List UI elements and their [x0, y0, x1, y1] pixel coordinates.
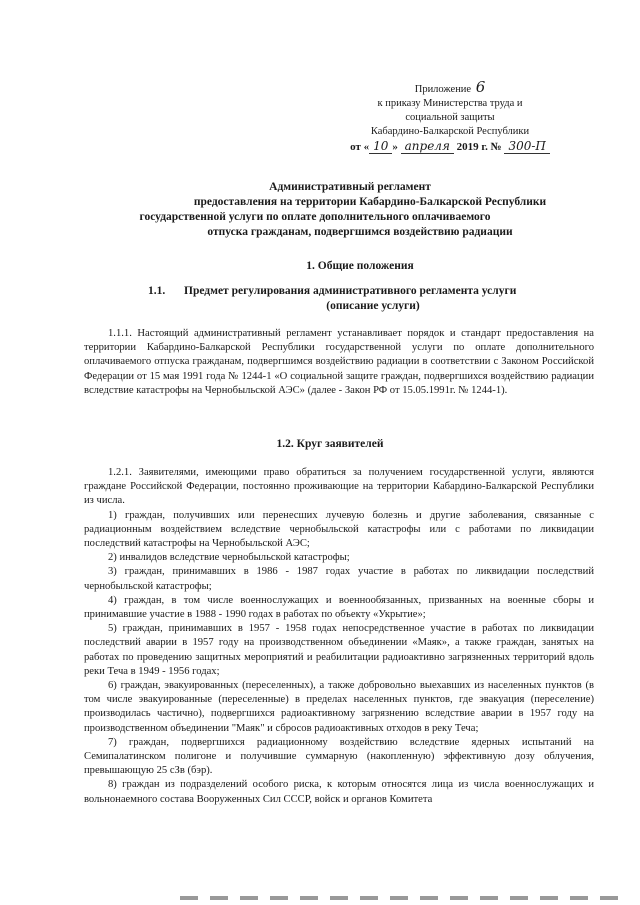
subsection-title: Предмет регулирования административного регламента услуги [184, 285, 517, 297]
list-item: 2) инвалидов вследствие чернобыльской катастрофы; [108, 552, 350, 564]
date-year: 2019 г. № [456, 141, 502, 153]
paragraph-text: 1.1.1. Настоящий административный регламент устанавливает порядок и стандарт предоставления на территории Кабардино-Балкарской Республики государственной услуги по оплате дополнительного оплачиваемого отпуска гражданам, подвергшимся воздействию радиации в соответствии с Законом Российской Федерации от 15 мая 1991 года № 1244-1 «О социальной защите граждан, подвергшихся воздействию радиации вследствие катастрофы на Чернобыльской АЭС» (далее - Закон РФ от 15.05.1991г. № 1244-1). [84, 328, 594, 396]
section-1-heading: 1. Общие положения [306, 260, 414, 272]
order-date-row [340, 139, 560, 154]
subsection-subtitle: (описание услуги) [326, 300, 420, 312]
subsection-number: 1.1. [148, 285, 166, 297]
date-month: апреля [401, 139, 454, 154]
applicants-list [84, 466, 594, 807]
appendix-label: Приложение [414, 84, 472, 95]
date-day: 10 [369, 139, 392, 154]
section-1-2-heading: 1.2. Круг заявителей [276, 438, 384, 450]
appendix-line-2: к приказу Министерства труда и [377, 98, 523, 109]
appendix-label-row [340, 80, 560, 97]
paragraph-1-1-1 [84, 327, 594, 398]
list-item: 4) граждан, в том числе военнослужащих и военнообязанных, призванных на военные сборы и принимавшие участие в 1988 - 1990 годах в работах по объекту «Укрытие»; [84, 594, 594, 621]
title-line-1: Административный регламент [269, 181, 431, 193]
title-line-2: предоставления на территории Кабардино-Балкарской Республики [193, 196, 547, 208]
title-line-3: государственной услуги по оплате дополнительного оплачиваемого [139, 211, 491, 223]
title-line-4: отпуска гражданам, подвергшимся воздействию радиации [207, 226, 513, 238]
order-number: 300-П [504, 139, 549, 154]
list-item: 3) граждан, принимавших в 1986 - 1987 годах участие в работах по ликвидации последствий чернобыльской катастрофы; [84, 566, 594, 592]
date-prefix: от « [350, 141, 370, 153]
document-title [70, 180, 590, 240]
appendix-line-4: Кабардино-Балкарской Республики [370, 126, 530, 137]
scan-bottom-marks [180, 896, 620, 900]
list-item: 8) граждан из подразделений особого риска, к которым относятся лица из числа военнослужащих и вольнонаемного состава Вооруженных Сил СССР, войск и органов Комитета [84, 779, 594, 805]
list-item: 7) граждан, подвергшихся радиационному воздействию вследствие ядерных испытаний на Семипалатинском полигоне и получившие суммарную (накопленную) эффективную дозу облучения, превышающую 25 сЗв (бэр). [84, 736, 594, 777]
appendix-header [340, 80, 560, 154]
list-item: 6) граждан, эвакуированных (переселенных), а также добровольно выехавших из населенных пунктов (в том числе эвакуированные (переселенные) в пределах населенных пунктов, где эвакуация (переселение) производилась частично), подвергшихся радиоактивному загрязнению вследствие аварии в 1957 году на производственном объединении "Маяк" и сбросов радиоактивных отходов в реку Теча; [84, 680, 594, 734]
appendix-number: 6 [475, 78, 486, 96]
list-item: 5) граждан, принимавших в 1957 - 1958 годах непосредственное участие в работах по ликвидации последствий аварии в 1957 году на производственном объединении «Маяк», а также граждан, занятых на работах по проведению защитных мероприятий и реабилитации радиоактивно загрязненных территорий вдоль реки Теча в 1949 - 1956 годах; [84, 623, 594, 677]
appendix-line-3: социальной защиты [405, 112, 495, 123]
list-item: 1) граждан, получивших или перенесших лучевую болезнь и другие заболевания, связанные с радиационным воздействием вследствие чернобыльской катастрофы или с работами по ликвидации последствий катастрофы на Чернобыльской АЭС; [84, 509, 594, 550]
subsection-1-1-heading [148, 284, 568, 314]
date-mid: » [392, 141, 398, 153]
paragraph-1-2-1: 1.2.1. Заявителями, имеющими право обратиться за получением государственной услуги, являются граждане Российской Федерации, постоянно проживающие на территории Кабардино-Балкарской Республики из числа. [84, 467, 594, 507]
